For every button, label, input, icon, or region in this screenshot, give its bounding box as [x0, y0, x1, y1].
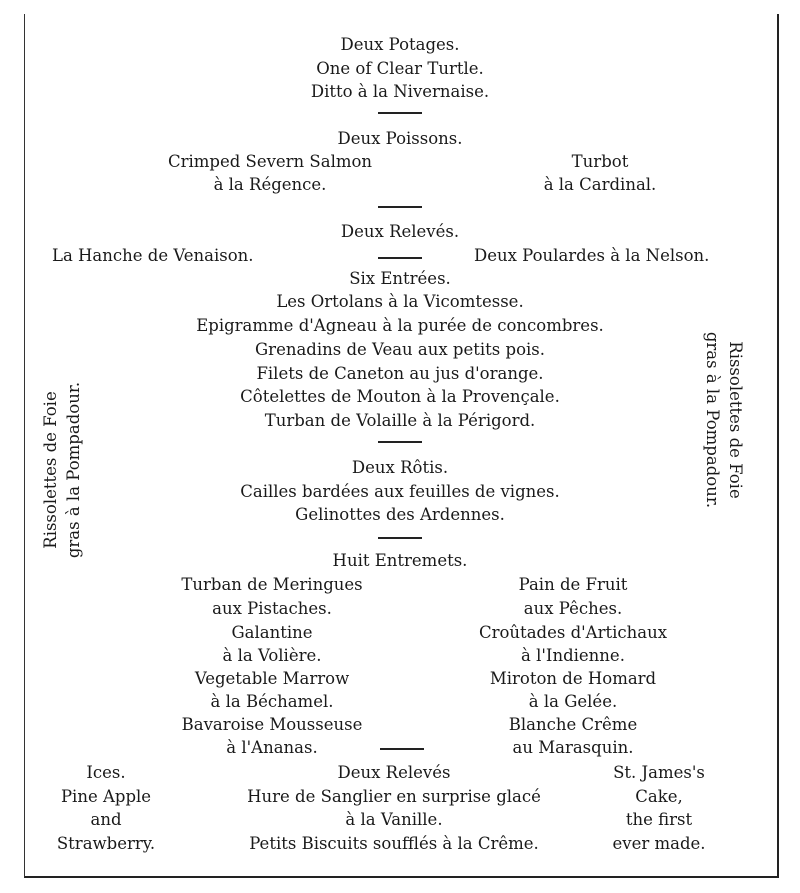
cake-line: Cake,	[635, 787, 683, 806]
side-left-line: gras à la Pompadour.	[64, 381, 83, 559]
cake-line: ever made.	[612, 834, 706, 853]
releves2-item: Hure de Sanglier en surprise glacé	[247, 787, 541, 806]
entremet-right-item: Pain de Fruit	[518, 575, 628, 594]
entremet-right-item: à la Gelée.	[528, 692, 618, 711]
divider	[380, 748, 424, 750]
entrees-heading: Six Entrées.	[349, 269, 451, 288]
releves2-item: Petits Biscuits soufflés à la Crême.	[249, 834, 539, 853]
divider	[378, 112, 422, 114]
potages-item: Ditto à la Nivernaise.	[310, 82, 490, 101]
entree-item: Les Ortolans à la Vicomtesse.	[276, 292, 524, 311]
side-right-line: gras à la Pompadour.	[703, 331, 722, 509]
roti-item: Gelinottes des Ardennes.	[295, 505, 505, 524]
entremet-left-item: Turban de Meringues	[181, 575, 363, 594]
entremet-left-item: Galantine	[231, 623, 313, 642]
side-left-line: Rissolettes de Foie	[41, 391, 60, 549]
potages-heading: Deux Potages.	[340, 35, 460, 54]
entremet-right-item: Miroton de Homard	[489, 669, 657, 688]
ices-line: Strawberry.	[56, 834, 156, 853]
side-right-line: Rissolettes de Foie	[726, 341, 745, 499]
rotis-heading: Deux Rôtis.	[351, 458, 449, 477]
potages-item: One of Clear Turtle.	[316, 59, 484, 78]
cake-line: St. James's	[613, 763, 705, 782]
poissons-left-item: à la Régence.	[213, 175, 327, 194]
poissons-right-item: à la Cardinal.	[543, 175, 657, 194]
divider	[378, 257, 422, 259]
poissons-heading: Deux Poissons.	[337, 129, 463, 148]
releves-right-item: Deux Poulardes à la Nelson.	[474, 246, 710, 265]
entremet-left-item: aux Pistaches.	[212, 599, 332, 618]
divider	[378, 537, 422, 539]
poissons-right-item: Turbot	[571, 152, 629, 171]
releves2-item: à la Vanille.	[345, 810, 443, 829]
entree-item: Epigramme d'Agneau à la purée de concombres.	[196, 316, 604, 335]
entremet-left-item: à la Volière.	[222, 646, 322, 665]
entree-item: Côtelettes de Mouton à la Provençale.	[240, 387, 560, 406]
divider	[378, 206, 422, 208]
entremet-right-item: Blanche Crême	[508, 715, 638, 734]
entree-item: Turban de Volaille à la Périgord.	[264, 411, 536, 430]
side-right-text	[701, 260, 747, 580]
ices-line: Pine Apple	[60, 787, 152, 806]
poissons-left-item: Crimped Severn Salmon	[167, 152, 373, 171]
entremet-left-item: à la Béchamel.	[210, 692, 334, 711]
cake-line: the first	[625, 810, 693, 829]
divider	[378, 441, 422, 443]
entremet-right-item: Croûtades d'Artichaux	[478, 623, 668, 642]
ices-line: and	[90, 810, 122, 829]
entree-item: Filets de Caneton au jus d'orange.	[256, 364, 544, 383]
ices-line: Ices.	[86, 763, 126, 782]
entremet-left-item: à l'Ananas.	[226, 738, 318, 757]
side-left-text	[39, 310, 85, 630]
roti-item: Cailles bardées aux feuilles de vignes.	[240, 482, 560, 501]
entremet-right-item: à l'Indienne.	[521, 646, 625, 665]
entremet-right-item: au Marasquin.	[512, 738, 634, 757]
entremet-left-item: Bavaroise Mousseuse	[181, 715, 363, 734]
releves-heading: Deux Relevés.	[340, 222, 460, 241]
entree-item: Grenadins de Veau aux petits pois.	[255, 340, 545, 359]
entremet-right-item: aux Pêches.	[523, 599, 623, 618]
entremet-left-item: Vegetable Marrow	[194, 669, 350, 688]
entremets-heading: Huit Entremets.	[332, 551, 468, 570]
releves2-heading: Deux Relevés	[337, 763, 451, 782]
releves-left-item: La Hanche de Venaison.	[52, 246, 254, 265]
